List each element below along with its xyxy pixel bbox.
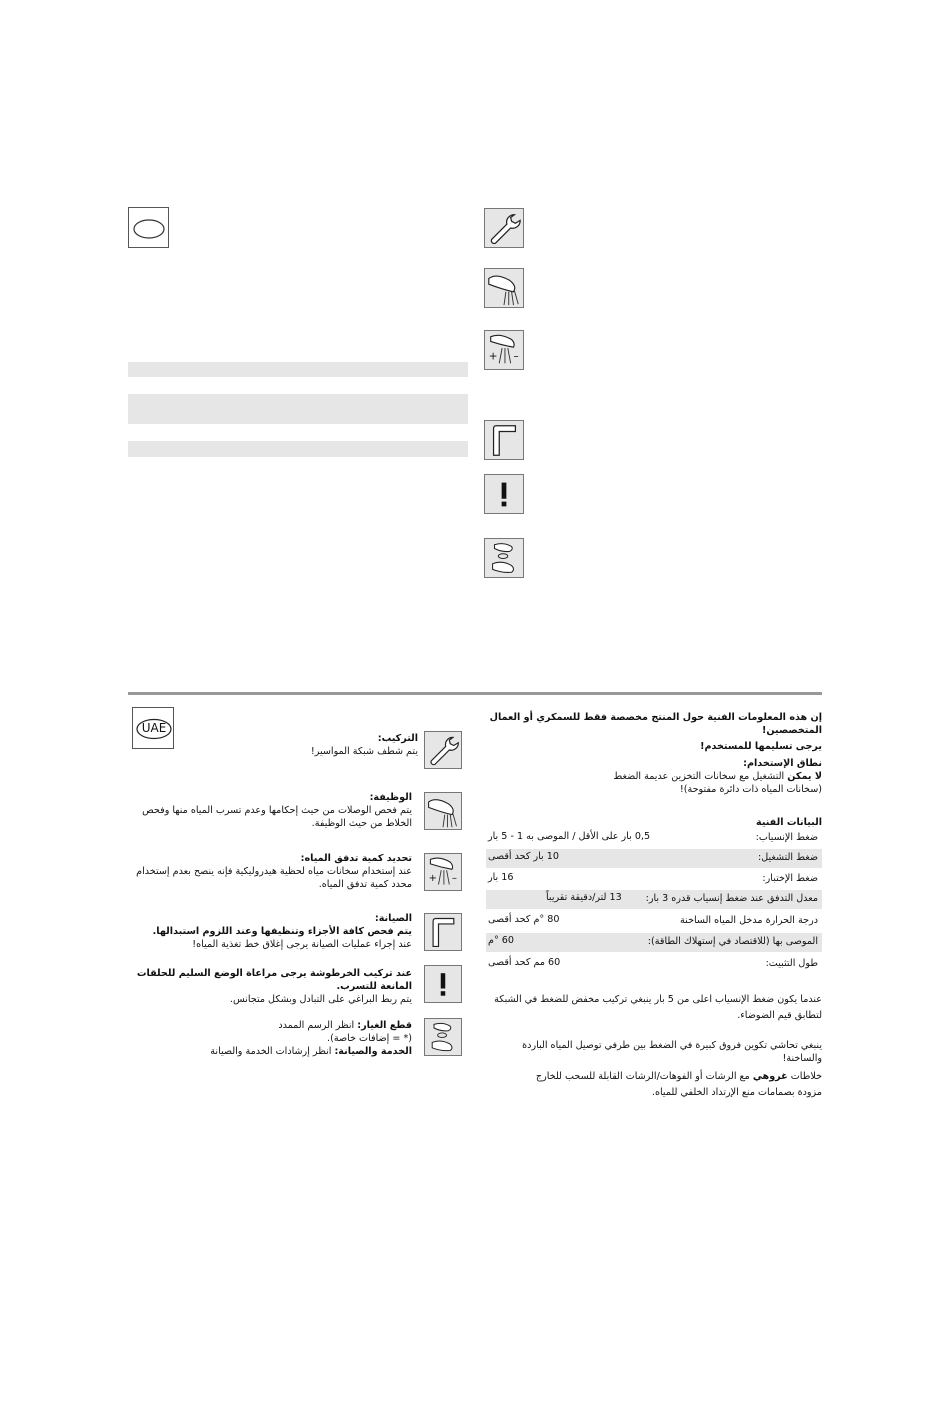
flow-adjust-icon	[484, 330, 524, 370]
maintenance-line-1: يتم فحص كافة الأجزاء وتنظيفها وعند اللزوم استبدالها.	[152, 926, 412, 937]
tech-row-value: 10 بار كحد أقصى	[488, 851, 559, 862]
cartridge-line-2: يتم ربط البراغي على التبادل وبشكل متجانس.	[229, 994, 412, 1005]
spares-title: قطع الغيار:	[357, 1020, 412, 1031]
service-line	[128, 1045, 412, 1058]
tech-row-label: طول التثبيت:	[765, 958, 818, 969]
mixers-note	[488, 1070, 822, 1099]
tech-row-value: 13 لتر/دقيقة تقريباً	[546, 892, 622, 903]
tech-row-hot-water-temp	[486, 912, 822, 931]
mixers-brand: غروهي	[752, 1071, 788, 1082]
tech-row-value: 16 بار	[488, 872, 514, 883]
tech-row-test-pressure	[486, 870, 822, 889]
flow-limit-section	[128, 852, 412, 891]
maintenance-section	[128, 912, 412, 951]
intro-note	[488, 711, 822, 753]
function-title: الوظيفة:	[369, 792, 412, 803]
usage-section	[488, 757, 822, 796]
wrench-icon	[484, 208, 524, 248]
blank-row-band-1	[128, 362, 468, 377]
spares-line-1	[128, 1019, 412, 1032]
blank-row-band-3	[128, 441, 468, 457]
page-divider	[128, 692, 822, 695]
service-rest: انظر إرشادات الخدمة والصيانة	[210, 1046, 332, 1057]
blank-row-band-2	[128, 394, 468, 424]
svg-text:–: –	[513, 350, 519, 363]
tech-data-title: البيانات الفنية	[756, 817, 822, 828]
uae-badge-label: UAE	[141, 721, 167, 735]
pressure-reducer-note	[488, 993, 822, 1022]
usage-line-1	[488, 770, 822, 783]
tech-row-value: 80 °م كحد أقصى	[488, 914, 560, 925]
tech-row-value: 0,5 بار على الأقل / الموصى به 1 - 5 بار	[488, 831, 651, 842]
maintenance-title: الصيانة:	[374, 913, 412, 924]
tech-row-flow-rate	[486, 890, 822, 909]
intro-line-2: يرجى تسليمها للمستخدم!	[700, 741, 822, 752]
flow-title: تحديد كمية تدفق المياه:	[300, 853, 412, 864]
spare-parts-icon	[484, 538, 524, 578]
tech-row-label: ضغط التشغيل:	[758, 852, 818, 863]
function-line-2: الخلاط من حيث الوظيفة.	[311, 818, 412, 829]
install-line-1: يتم شطف شبكة المواسير!	[310, 746, 418, 757]
mixers-prefix: خلاطات	[790, 1071, 822, 1082]
flow-line-1: عند إستخدام سخانات مياه لحظية هيدروليكية فإنه ينصح بعدم إستخدام	[136, 866, 412, 877]
usage-line-2: (سخانات المياه ذات دائرة مفتوحة)!	[679, 784, 822, 795]
tech-row-label: ضغط الإنسياب:	[755, 832, 818, 843]
pressure-note-line-2: لتطابق قيم الضوضاء.	[737, 1010, 822, 1021]
maintenance-line-2: عند إجراء عمليات الصيانة يرجى إغلاق خط تغذية المياه!	[192, 939, 412, 950]
warning-icon	[424, 965, 462, 1003]
spout-spray-icon	[484, 268, 524, 308]
install-section	[168, 732, 418, 758]
pressure-difference-note: ينبغي تحاشي تكوين فروق كبيرة في الضغط بين طرفي توصيل المياه الباردة والساخنة!	[522, 1040, 822, 1064]
oval-icon	[129, 208, 170, 249]
spare-parts-icon	[424, 1018, 462, 1056]
spares-section	[128, 1019, 412, 1058]
tech-row-value: 60 °م	[488, 935, 515, 946]
tech-row-operating-pressure	[486, 849, 822, 868]
tech-row-label: الموصى بها (للاقتصاد في إستهلاك الطاقة):	[647, 936, 818, 947]
hex-key-icon	[424, 913, 462, 951]
spares-line-1-rest: انظر الرسم الممدد	[278, 1020, 355, 1031]
install-title: التركيب:	[377, 733, 418, 744]
usage-line-1-rest: التشغيل مع سخانات التخزين عديمة الضغط	[613, 771, 785, 782]
flow-line-2: محدد كمية تدفق المياه.	[318, 879, 412, 890]
spares-line-2: (* = إضافات خاصة).	[327, 1033, 412, 1044]
language-oval-badge	[128, 207, 169, 248]
mixers-line-1-rest: مع الرشات أو الفوهات/الرشات القابلة للسحب للخارج	[535, 1071, 750, 1082]
intro-line-1: إن هذه المعلومات الفنية حول المنتج مخصصة فقط للسمكري أو العمال المتخصصين!	[489, 712, 822, 736]
spout-spray-icon	[424, 792, 462, 830]
tech-row-recommended-temp	[486, 933, 822, 952]
tech-row-label: درجة الحرارة مدخل المياه الساخنة	[680, 915, 818, 926]
wrench-icon	[424, 731, 462, 769]
usage-not-possible: لا يمكن	[787, 771, 822, 782]
pressure-note-line-1: عندما يكون ضغط الإنسياب اعلى من 5 بار ينبغي تركيب مخفض للضغط في الشبكة	[494, 994, 822, 1005]
flow-adjust-icon	[424, 853, 462, 891]
mixers-line-1	[488, 1070, 822, 1083]
cartridge-section	[128, 967, 412, 1006]
svg-text:–: –	[452, 873, 457, 884]
svg-text:+: +	[488, 350, 498, 363]
tech-row-label: معدل التدفق عند ضغط إنسياب قدره 3 بار:	[645, 893, 818, 904]
tech-row-install-length	[486, 955, 822, 974]
tech-row-flow-pressure	[486, 829, 822, 848]
mixers-line-2: مزودة بصمامات منع الإرتداد الخلفي للمياه.	[651, 1087, 822, 1098]
tech-row-label: ضغط الإختبار:	[762, 873, 818, 884]
cartridge-line-1: عند تركيب الخرطوشة يرجى مراعاة الوضع السليم للحلقات المانعة للتسرب.	[136, 968, 412, 992]
usage-title: نطاق الإستخدام:	[743, 758, 822, 769]
tech-row-value: 60 مم كحد أقصى	[488, 957, 561, 968]
hex-key-icon	[484, 420, 524, 460]
function-line-1: يتم فحص الوصلات من حيث إحكامها وعدم تسرب المياه منها وفحص	[142, 805, 412, 816]
service-title: الخدمة والصيانة:	[334, 1046, 412, 1057]
function-section	[128, 791, 412, 830]
svg-text:+: +	[428, 873, 437, 884]
warning-icon	[484, 474, 524, 514]
